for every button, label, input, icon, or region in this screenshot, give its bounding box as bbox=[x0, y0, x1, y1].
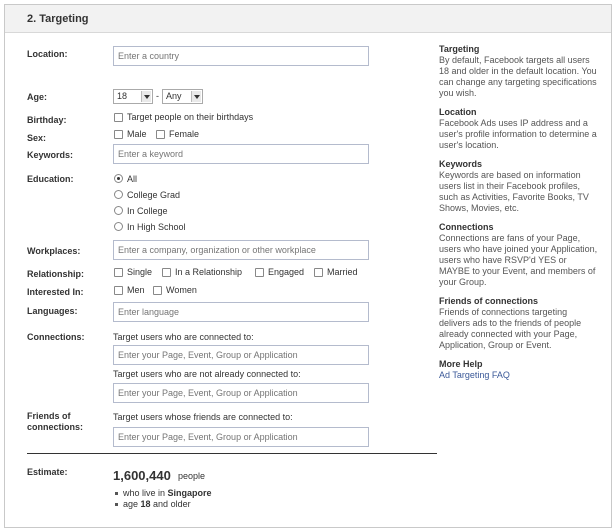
help-targeting bbox=[439, 44, 599, 99]
connections-label: Connections: bbox=[27, 332, 85, 342]
education-label: Education: bbox=[27, 174, 74, 184]
relationship-single-label: Single bbox=[127, 267, 153, 277]
connections-connected-input[interactable] bbox=[113, 345, 369, 365]
friends-of-connections-input[interactable] bbox=[113, 427, 369, 447]
workplaces-label: Workplaces: bbox=[27, 246, 81, 256]
birthday-option-label: Target people on their birthdays bbox=[127, 112, 254, 122]
help-keywords bbox=[439, 159, 599, 214]
estimate-location-value: Singapore bbox=[167, 488, 212, 498]
help-location bbox=[439, 107, 599, 151]
relationship-in-a-relationship-checkbox[interactable] bbox=[162, 268, 171, 277]
connections-not-connected-hint: Target users who are not already connected to: bbox=[113, 369, 301, 379]
sex-label: Sex: bbox=[27, 133, 47, 143]
estimate-age-bullet bbox=[115, 499, 191, 509]
help-location-title: Location bbox=[439, 107, 477, 117]
estimate-location-bullet bbox=[115, 488, 212, 498]
interested-women-label: Women bbox=[166, 285, 197, 295]
estimate-label: Estimate: bbox=[27, 467, 68, 477]
section-header bbox=[5, 5, 611, 33]
help-more bbox=[439, 359, 599, 380]
age-separator: - bbox=[156, 91, 159, 101]
education-in-college-radio[interactable] bbox=[114, 206, 123, 215]
birthday-label: Birthday: bbox=[27, 115, 67, 125]
age-label: Age: bbox=[27, 92, 47, 102]
education-college-grad-label: College Grad bbox=[127, 190, 181, 200]
help-connections-body: Connections are fans of your Page, users who have joined your Application, users who have RSVP'd YES or MAYBE to your Event, and members of your Group. bbox=[439, 233, 598, 287]
languages-input[interactable] bbox=[113, 302, 369, 322]
help-connections-title: Connections bbox=[439, 222, 494, 232]
help-keywords-title: Keywords bbox=[439, 159, 483, 169]
education-all-label: All bbox=[127, 174, 138, 184]
relationship-label: Relationship: bbox=[27, 269, 85, 279]
estimate-count: 1,600,440 bbox=[113, 468, 171, 483]
relationship-engaged-label: Engaged bbox=[268, 267, 305, 277]
sex-male-checkbox[interactable] bbox=[114, 130, 123, 139]
chevron-down-icon bbox=[141, 91, 151, 102]
estimate-location-prefix: who live in bbox=[123, 488, 168, 498]
help-targeting-body: By default, Facebook targets all users 18 and older in the default location. You can change any targeting specifications you wish. bbox=[439, 55, 597, 98]
interested-women-checkbox[interactable] bbox=[153, 286, 162, 295]
help-friends-of-connections-title: Friends of connections bbox=[439, 296, 539, 306]
friends-of-connections-label-line1: Friends of bbox=[27, 411, 71, 421]
education-high-school-label: In High School bbox=[127, 222, 186, 232]
location-label: Location: bbox=[27, 49, 68, 59]
friends-of-connections-hint: Target users whose friends are connected to: bbox=[113, 412, 293, 422]
estimate-divider bbox=[27, 453, 437, 454]
estimate-unit: people bbox=[178, 471, 206, 481]
age-min-select[interactable] bbox=[113, 89, 153, 104]
sex-female-label: Female bbox=[169, 129, 200, 139]
estimate-age-prefix: age bbox=[123, 499, 141, 509]
sex-female-checkbox[interactable] bbox=[156, 130, 165, 139]
relationship-single-checkbox[interactable] bbox=[114, 268, 123, 277]
help-keywords-body: Keywords are based on information users list in their Facebook profiles, such as Activities, Favorite Books, TV Shows, Movies, etc. bbox=[439, 170, 589, 213]
interested-men-label: Men bbox=[127, 285, 145, 295]
ad-targeting-faq-link[interactable]: Ad Targeting FAQ bbox=[439, 370, 510, 380]
relationship-married-checkbox[interactable] bbox=[314, 268, 323, 277]
help-connections bbox=[439, 222, 599, 288]
help-friends-of-connections bbox=[439, 296, 599, 351]
help-location-body: Facebook Ads uses IP address and a user's profile information to determine a user's location. bbox=[439, 118, 597, 150]
connections-not-connected-input[interactable] bbox=[113, 383, 369, 403]
education-high-school-radio[interactable] bbox=[114, 222, 123, 231]
age-max-select[interactable] bbox=[162, 89, 203, 104]
help-friends-of-connections-body: Friends of connections targeting delivers ads to the friends of people already connected with your Page, Application, Group or Event. bbox=[439, 307, 582, 350]
workplaces-input[interactable] bbox=[113, 240, 369, 260]
relationship-married-label: Married bbox=[327, 267, 358, 277]
section-title: 2. Targeting bbox=[27, 13, 89, 25]
education-college-grad-radio[interactable] bbox=[114, 190, 123, 199]
interested-in-label: Interested In: bbox=[27, 287, 84, 297]
age-min-value: 18 bbox=[117, 91, 128, 101]
connections-connected-hint: Target users who are connected to: bbox=[113, 332, 254, 342]
languages-label: Languages: bbox=[27, 306, 78, 316]
targeting-panel bbox=[4, 4, 612, 528]
relationship-in-a-relationship-label: In a Relationship bbox=[175, 267, 243, 277]
friends-of-connections-label-line2: connections: bbox=[27, 422, 84, 432]
estimate-age-value: 18 bbox=[140, 499, 151, 509]
age-max-value: Any bbox=[166, 91, 182, 101]
sex-male-label: Male bbox=[127, 129, 147, 139]
education-all-radio[interactable] bbox=[114, 174, 123, 183]
interested-men-checkbox[interactable] bbox=[114, 286, 123, 295]
help-targeting-title: Targeting bbox=[439, 44, 480, 54]
education-in-college-label: In College bbox=[127, 206, 168, 216]
location-input[interactable] bbox=[113, 46, 369, 66]
estimate-age-suffix: and older bbox=[150, 499, 191, 509]
birthday-checkbox[interactable] bbox=[114, 113, 123, 122]
relationship-engaged-checkbox[interactable] bbox=[255, 268, 264, 277]
keywords-label: Keywords: bbox=[27, 150, 74, 160]
chevron-down-icon bbox=[191, 91, 201, 102]
keywords-input[interactable] bbox=[113, 144, 369, 164]
help-more-title: More Help bbox=[439, 359, 483, 369]
